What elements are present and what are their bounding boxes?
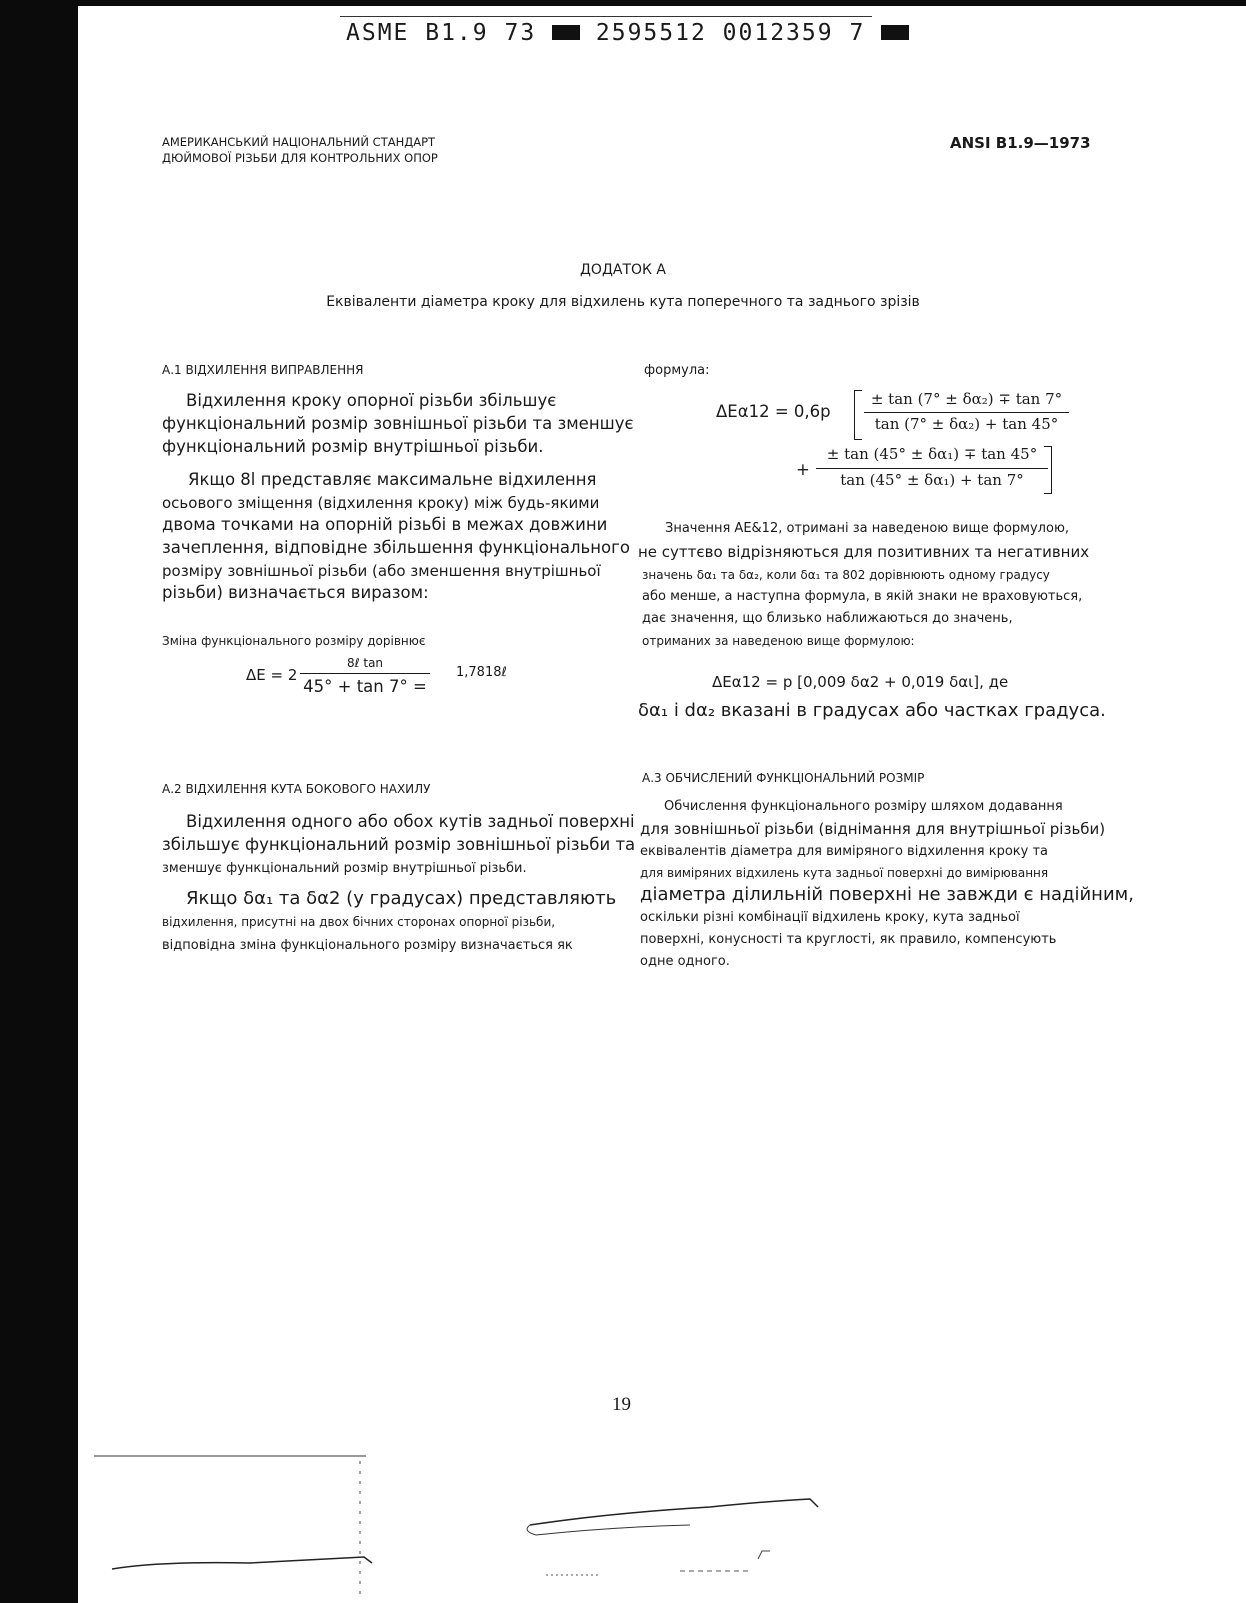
a3-line: оскільки різні комбінації відхилень кроку, кута задньої	[640, 910, 1020, 925]
fraction-bar	[864, 412, 1069, 413]
a1-p1-line: Відхилення кроку опорної різьби збільшує	[186, 391, 557, 410]
scan-top-edge	[78, 0, 1246, 6]
a2-p2-line: Якщо δα₁ та δα2 (у градусах) представляють	[186, 888, 617, 909]
right-bracket	[1044, 446, 1052, 494]
a1-p1-line: функціональний розмір внутрішньої різьби.	[162, 437, 544, 456]
formula-2-num2: ± tan (45° ± δα₁) ∓ tan 45°	[826, 445, 1038, 463]
appendix-subtitle: Еквіваленти діаметра кроку для відхилень кута поперечного та заднього зрізів	[326, 294, 920, 310]
a3-line: еквівалентів діаметра для виміряного відхилення кроку та	[640, 844, 1048, 859]
appendix-title: ДОДАТОК А	[579, 262, 666, 278]
standard-title-line1: АМЕРИКАНСЬКИЙ НАЦІОНАЛЬНИЙ СТАНДАРТ	[162, 135, 436, 149]
fraction-bar	[816, 468, 1048, 469]
formula-1-denominator: 45° + tan 7° =	[303, 677, 427, 696]
a3-line: одне одного.	[640, 954, 730, 969]
redaction-block	[881, 25, 909, 40]
a1-p2-line: двома точками на опорній різьбі в межах довжини	[162, 515, 608, 534]
a1-p2-line: розміру зовнішньої різьби (або зменшення внутрішньої	[162, 562, 601, 580]
a2-p2-line: відповідна зміна функціонального розміру визначається як	[162, 938, 573, 953]
right-paragraph-line: не суттєво відрізняються для позитивних та негативних	[638, 543, 1090, 561]
signature-stroke	[530, 1499, 818, 1525]
scan-code-text: ASME B1.9 73	[346, 20, 537, 46]
formula-2-num1: ± tan (7° ± δα₂) ∓ tan 7°	[870, 390, 1063, 408]
right-paragraph-line: Значення ΑΕ&12, отримані за наведеною вище формулою,	[665, 521, 1070, 536]
signature-stroke	[112, 1557, 372, 1569]
a2-p1-line: зменшує функціональний розмір внутрішньої різьби.	[162, 861, 527, 876]
formula-3: ΔEα12 = p [0,009 δα2 + 0,019 δαι], де	[712, 673, 1009, 691]
formula-1-lhs: ΔE = 2	[246, 666, 298, 684]
standard-title	[162, 134, 438, 166]
a1-p2-line: різьби) визначається виразом:	[162, 583, 429, 602]
formula-1-result: 1,7818ℓ	[456, 665, 507, 680]
a1-p2-line: Якщо 8l представляє максимальне відхилення	[188, 470, 597, 489]
a3-line: діаметра ділильній поверхні не завжди є надійним,	[640, 884, 1134, 905]
a3-line: для зовнішньої різьби (віднімання для внутрішньої різьби)	[640, 820, 1106, 838]
right-paragraph-line: отриманих за наведеною вище формулою:	[642, 634, 915, 648]
a2-p1-line: збільшує функціональний розмір зовнішньої різьби та	[162, 835, 636, 854]
formula-2-plus: +	[796, 460, 810, 479]
formula-label: формула:	[644, 363, 710, 378]
scan-artifacts	[90, 1455, 1246, 1603]
section-a2-heading: А.2 ВІДХИЛЕННЯ КУТА БОКОВОГО НАХИЛУ	[162, 782, 431, 796]
signature-stroke	[527, 1525, 690, 1535]
right-paragraph-line: значень δα₁ та δα₂, коли δα₁ та 802 дорівнюють одному градусу	[642, 568, 1050, 582]
scan-black-edge	[0, 0, 78, 1603]
formula-2-lhs: ΔEα12 = 0,6p	[716, 402, 831, 421]
a3-line: Обчислення функціонального розміру шляхом додавання	[664, 799, 1063, 814]
formula-3-note: δα₁ і dα₂ вказані в градусах або частках градуса.	[638, 700, 1106, 721]
formula-2-den2: tan (45° ± δα₁) + tan 7°	[840, 471, 1024, 489]
change-label: Зміна функціонального розміру дорівнює	[162, 634, 426, 648]
formula-2-den1: tan (7° ± δα₂) + tan 45°	[874, 415, 1059, 433]
a3-line: поверхні, конусності та круглості, як правило, компенсують	[640, 932, 1057, 947]
standard-id: ANSI B1.9—1973	[950, 134, 1091, 152]
left-bracket	[854, 390, 862, 440]
page-number: 19	[612, 1394, 631, 1415]
section-a3-heading: А.3 ОБЧИСЛЕНИЙ ФУНКЦІОНАЛЬНИЙ РОЗМІР	[642, 771, 925, 785]
scan-mark	[758, 1551, 770, 1559]
scan-code-text-2: 2595512 0012359 7	[595, 20, 866, 46]
fraction-bar	[300, 673, 430, 674]
a2-p1-line: Відхилення одного або обох кутів задньої поверхні	[186, 812, 635, 831]
a1-p2-line: осьового зміщення (відхилення кроку) між будь-якими	[162, 494, 600, 512]
a2-p2-line: відхилення, присутні на двох бічних сторонах опорної різьби,	[162, 915, 556, 929]
right-paragraph-line: або менше, а наступна формула, в якій знаки не враховуються,	[642, 589, 1083, 604]
header-top-rule	[340, 16, 872, 17]
right-paragraph-line: дає значення, що близько наближаються до значень,	[642, 611, 1013, 626]
a1-p1-line: функціональний розмір зовнішньої різьби та зменшує	[162, 414, 634, 433]
section-a1-heading: А.1 ВІДХИЛЕННЯ ВИПРАВЛЕННЯ	[162, 363, 364, 377]
formula-1-numerator: 8ℓ tan	[346, 656, 384, 670]
standard-title-line2: ДЮЙМОВОЇ РІЗЬБИ ДЛЯ КОНТРОЛЬНИХ ОПОР	[162, 151, 438, 165]
a1-p2-line: зачеплення, відповідне збільшення функціонального	[162, 538, 630, 557]
redaction-block	[552, 25, 580, 40]
scan-code	[346, 20, 909, 46]
a3-line: для виміряних відхилень кута задньої поверхні до вимірювання	[640, 866, 1049, 880]
